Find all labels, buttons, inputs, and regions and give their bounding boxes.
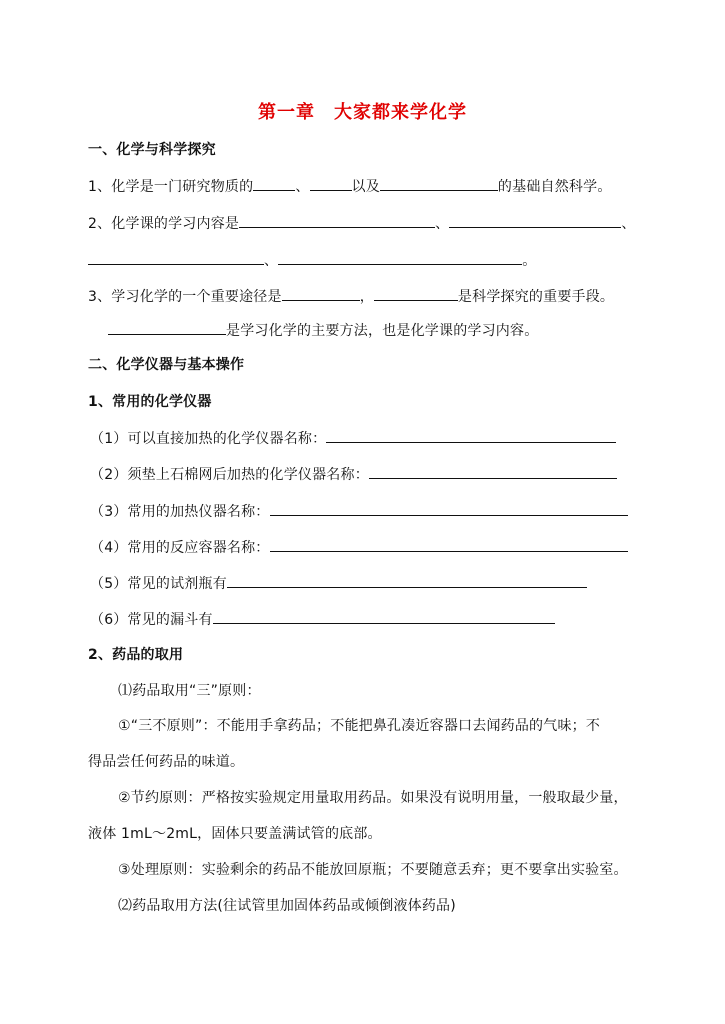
q2-text-a: 2、化学课的学习内容是	[88, 216, 240, 232]
item-label: （6）常见的漏斗有	[90, 612, 213, 628]
section-heading-1: 一、化学与科学探究	[88, 142, 216, 158]
q3-text-b: ，	[359, 289, 374, 305]
fill-blank[interactable]	[88, 250, 264, 265]
q3-text-d: 是学习化学的主要方法，也是化学课的学习内容。	[226, 323, 539, 339]
instrument-item-1	[90, 428, 616, 449]
subheading-instruments: 1、常用的化学仪器	[88, 394, 212, 410]
fill-blank[interactable]	[374, 286, 458, 301]
paragraph-methods: ⑵药品取用方法(往试管里加固体药品或倾倒液体药品)	[118, 898, 456, 914]
question-3	[88, 286, 614, 307]
instrument-item-5	[90, 573, 587, 594]
q2-sep3: 、	[264, 253, 279, 269]
instrument-item-2	[90, 464, 617, 485]
paragraph-saving-b: 液体 1mL～2mL，固体只要盖满试管的底部。	[88, 826, 382, 842]
item-label: （5）常见的试剂瓶有	[90, 576, 227, 592]
item-label: （3）常用的加热仪器名称：	[90, 504, 270, 520]
section-heading-2: 二、化学仪器与基本操作	[88, 357, 245, 373]
q1-sep: 、	[295, 179, 310, 195]
fill-blank[interactable]	[326, 428, 616, 443]
chapter-title: 第一章 大家都来学化学	[258, 102, 467, 123]
question-3-cont	[108, 320, 538, 341]
question-2-cont	[88, 250, 536, 271]
q1-text-b: 以及	[351, 179, 380, 195]
q3-text-a: 3、学习化学的一个重要途径是	[88, 289, 282, 305]
fill-blank[interactable]	[310, 176, 352, 191]
fill-blank[interactable]	[239, 213, 435, 228]
q2-end: 。	[522, 253, 537, 269]
subheading-reagents: 2、药品的取用	[88, 647, 184, 663]
q1-text-c: 的基础自然科学。	[497, 179, 612, 195]
fill-blank[interactable]	[253, 176, 295, 191]
paragraph-three-no-a: ①“三不原则”：不能用手拿药品；不能把鼻孔凑近容器口去闻药品的气味；不	[118, 718, 601, 734]
paragraph-principles: ⑴药品取用“三”原则：	[118, 683, 261, 699]
fill-blank[interactable]	[108, 320, 226, 335]
instrument-item-6	[90, 609, 555, 630]
paragraph-three-no-b: 得品尝任何药品的味道。	[88, 754, 245, 770]
fill-blank[interactable]	[213, 609, 555, 624]
item-label: （4）常用的反应容器名称：	[90, 540, 270, 556]
q2-sep2: 、	[621, 216, 636, 232]
instrument-item-3	[90, 501, 628, 522]
fill-blank[interactable]	[270, 501, 628, 516]
q3-text-c: 是科学探究的重要手段。	[457, 289, 615, 305]
q2-sep1: 、	[435, 216, 450, 232]
fill-blank[interactable]	[278, 250, 522, 265]
question-2	[88, 213, 636, 234]
fill-blank[interactable]	[282, 286, 360, 301]
fill-blank[interactable]	[449, 213, 621, 228]
item-label: （2）须垫上石棉网后加热的化学仪器名称：	[90, 467, 369, 483]
paragraph-disposal: ③处理原则：实验剩余的药品不能放回原瓶；不要随意丢弃；更不要拿出实验室。	[118, 862, 628, 878]
fill-blank[interactable]	[380, 176, 498, 191]
instrument-item-4	[90, 537, 628, 558]
fill-blank[interactable]	[227, 573, 587, 588]
fill-blank[interactable]	[369, 464, 617, 479]
fill-blank[interactable]	[270, 537, 628, 552]
item-label: （1）可以直接加热的化学仪器名称：	[90, 431, 327, 447]
question-1	[88, 176, 612, 197]
paragraph-saving-a: ②节约原则：严格按实验规定用量取用药品。如果没有说明用量，一般取最少量，	[118, 790, 628, 806]
q1-text-a: 1、化学是一门研究物质的	[88, 179, 254, 195]
